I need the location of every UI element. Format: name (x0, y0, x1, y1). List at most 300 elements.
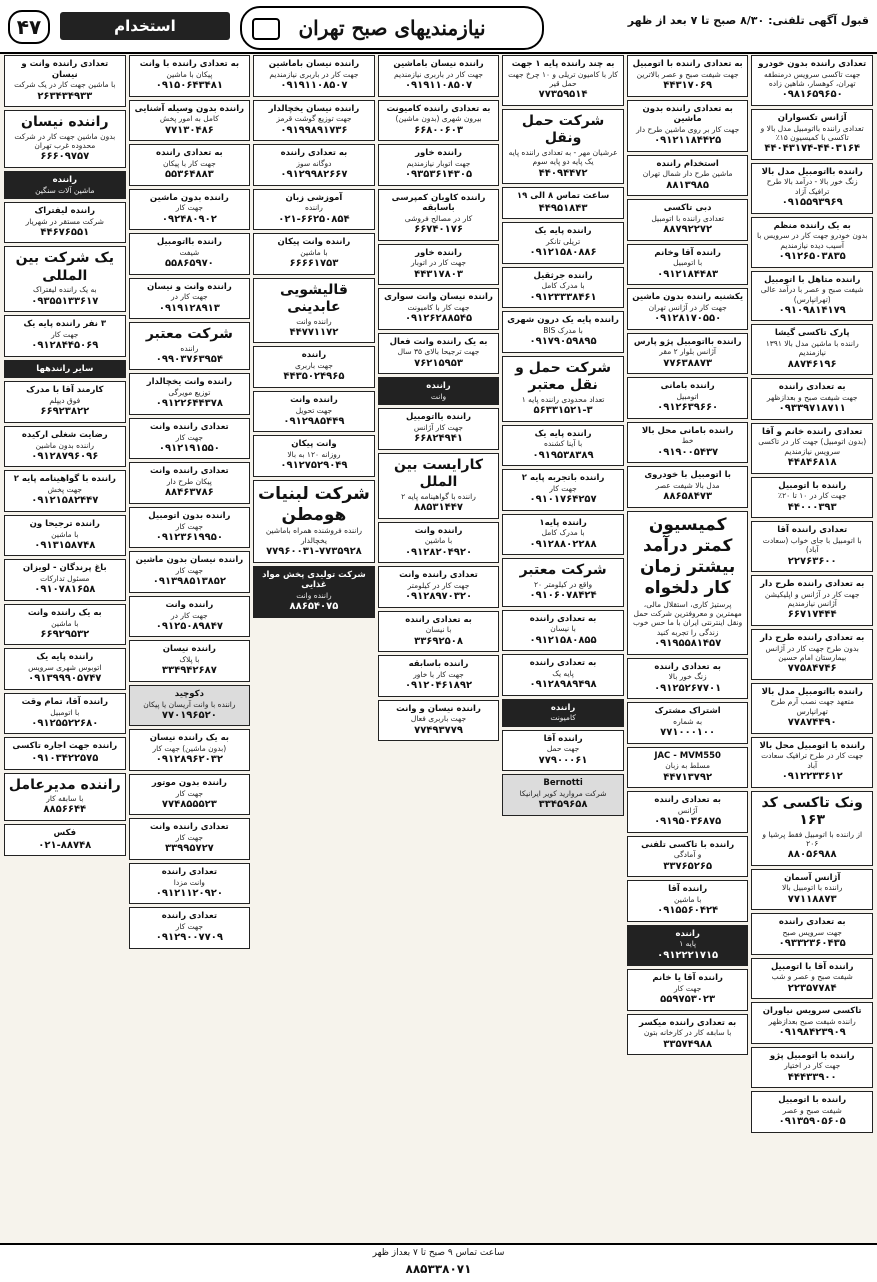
footer-hours: ساعت تماس ۹ صبح تا ۷ بعداز ظهر (372, 1248, 505, 1258)
ad-phone: ۰۹۱۲۹۸۵۴۴۹ (283, 415, 345, 427)
ad-title: راننده بامانی (660, 381, 715, 392)
ad-phone: ۵۵۹۷۵۳۰۲۳ (660, 994, 716, 1006)
ad-body: متعهد جهت نصب آرم طرح تهرانپارس (770, 697, 854, 716)
ad-body: جهت کار (549, 483, 577, 493)
ad-body: جهت کار بر روی ماشین طرح دار (636, 124, 740, 134)
ad-phone: ۷۷۱۳۰۴۸۶ (164, 124, 214, 136)
ad-body: با آینا کشنده (543, 439, 583, 449)
ad-phone: ۶۶۸۰۰۶۰۳ (414, 124, 463, 136)
ad-body: جهت کار در آژانس و اپلیکیشن آژانس نیازمندیم (764, 589, 860, 608)
ad-body: جهت کار (175, 203, 204, 213)
ad-phone: ۰۹۲۴۸۰۹۰۲ (161, 213, 217, 225)
ad-phone: ۷۷۸۷۴۴۹۰ (787, 717, 837, 729)
ad-phone: ۸۸۷۴۶۱۹۶ (787, 358, 837, 370)
classified-ad (129, 144, 251, 186)
ad-title: به تعدادی راننده (778, 917, 846, 928)
ad-phone: ۰۹۳۵۳۶۱۴۳۰۵ (404, 169, 473, 180)
ad-phone: ۰۹۱۵۵۹۳۹۶۹ (781, 197, 843, 209)
ad-title: اشتراک مشترک (654, 706, 721, 717)
ad-title: به تعدادی راننده (156, 148, 223, 158)
ad-body: کار در مصالح فروشی (404, 213, 473, 223)
ad-phone: ۴۴۶۷۶۵۵۱ (40, 226, 90, 238)
ad-body: پرستیژ کاری، استقلال مالی، مهمترین و معروفترین شرکت حمل ونقل اینترنتی ایران با ما حس خوب زندگی را تجربه کنید (633, 599, 743, 637)
ad-phone: ۰۹۱۲۲۳۳۶۱۲ (781, 771, 843, 782)
classified-ad (378, 189, 500, 241)
page-footer (0, 1243, 877, 1282)
ad-phone: ۰۹۸۱۶۵۹۶۵۰ (781, 89, 843, 101)
classified-ad (751, 521, 873, 572)
ad-body: زنگ خور بالا (668, 672, 707, 682)
ad-body: پیکان با ماشین (166, 69, 213, 79)
ad-title: تعدادی راننده (161, 866, 218, 877)
classified-ad (129, 863, 251, 905)
ad-title: راننده آقا (543, 733, 583, 744)
ad-phone: ۰۹۱۰۷۸۱۶۵۸ (34, 584, 96, 596)
ad-title: راننده بااتومبیل پژو پارس (633, 336, 742, 347)
classified-ad (378, 566, 500, 608)
ad-body: شیفت صبح و عصر با درآمد عالی (تهرانپارس) (760, 285, 864, 304)
classified-ad (4, 515, 126, 557)
ad-phone: ۶۶۶۰۹۷۵۷ (40, 151, 90, 163)
classified-ad (378, 522, 500, 564)
classified-ad (4, 110, 126, 168)
classified-ad (129, 774, 251, 816)
ad-phone: ۴۴۷۷۱۱۷۲ (289, 326, 339, 338)
classified-ad (751, 683, 873, 734)
ad-body: توزیع مویرگی (168, 388, 211, 397)
ad-body: وانت مزدا (173, 877, 205, 887)
classified-ad (253, 391, 375, 433)
classified-ad (253, 346, 375, 388)
ad-phone: ۰۹۱۲۹۰۰۷۷۰۹ (155, 932, 223, 944)
ad-phone: ۰۹۱۲۸۹۶۲۰۳۲ (155, 754, 223, 766)
ad-phone: ۰۹۳۳۹۷۱۸۷۱۱ (778, 403, 846, 415)
ad-title: راننده (426, 381, 451, 392)
ad-title: راننده با تاکسی تلفنی (641, 839, 735, 850)
ad-body: ماشین طرح دار شمال تهران (642, 169, 733, 179)
ad-phone: ۶۶۹۲۹۵۳۲ (40, 628, 90, 640)
ad-body: دوگانه سوز (296, 158, 332, 168)
ad-title: راننده بااتومبیل (156, 237, 222, 247)
ad-body: شرکت مروارید کویر ایرانیکا (519, 788, 607, 798)
ad-phone: ۰۹۱۰۶۰۷۸۴۲۴ (529, 590, 597, 601)
classified-ad (129, 418, 251, 460)
ad-phone: ۴۴۹۵۱۸۴۳ (538, 202, 588, 214)
ad-body: راننده با وانت آریسان یا پیکان (143, 699, 236, 709)
ad-phone: ۰۹۱۲۱۱۸۴۴۲۵ (654, 135, 722, 147)
ad-title: راننده باتجربه پایه ۲ (521, 473, 605, 484)
classified-ad (129, 100, 251, 142)
ad-body: بیرون شهری (بدون ماشین) (395, 114, 482, 124)
ad-phone: ۰۹۱۲۲۶۴۴۳۷۸ (155, 398, 223, 410)
classified-ad (378, 244, 500, 286)
ad-phone: ۰۹۱۲۰۴۶۱۸۹۲ (404, 680, 473, 691)
ad-body: جهت شیفت صبح و بعدازظهر (766, 392, 858, 402)
ad-body: به شماره (673, 716, 703, 726)
ad-phone: ۰۹۱۹۱۲۸۹۱۳ (158, 302, 220, 314)
ad-body: با ماشین (424, 536, 453, 546)
classified-ad (4, 470, 126, 512)
ad-title: دبی تاکسی (663, 203, 712, 214)
ad-phone: ۰۹۱۲۸۴۴۵۰۶۹ (31, 340, 99, 352)
ad-phone: ۰۹۱۲۹۹۸۲۶۶۷ (280, 169, 348, 180)
ad-title: راننده وانت پیکان (277, 237, 351, 247)
classified-ad (627, 333, 749, 375)
ad-phone: ۰۹۱۳۱۵۸۷۴۸ (34, 539, 96, 551)
ad-body: با ماشین جهت کار در یک شرکت (14, 80, 116, 90)
ad-title: یک شرکت بین المللی (15, 250, 114, 284)
ad-phone: ۸۸۵۳۱۴۴۷ (414, 502, 463, 513)
ad-body: جهت کار (175, 566, 204, 575)
ad-body: راننده فروشنده همراه باماشین یخچالدار (265, 526, 363, 545)
classified-ad (627, 511, 749, 655)
ad-phone: ۰۹۱۲۸۹۸۹۴۹۸ (529, 679, 597, 690)
ad-title: به تعدادی راننده کامیونت (386, 103, 491, 114)
ad-title: راننده نیسان یخچالدار (268, 103, 360, 114)
ad-phone: ۸۸۰۵۶۹۸۸ (787, 849, 837, 861)
ad-phone: ۵۵۳۶۴۸۸۳ (164, 169, 214, 180)
ad-phone: ۷۷۴۸۵۵۵۲۳ (161, 798, 217, 810)
ad-phone: ۰۹۳۳۲۳۶۰۴۳۵ (778, 938, 846, 950)
ad-body: واقع در کیلومتر ۲۰ (534, 579, 593, 589)
ad-body: جهت باربری فعال (410, 714, 467, 724)
ad-phone: ۰۲۱-۸۸۷۴۸ (38, 839, 92, 851)
classified-ad (502, 267, 624, 309)
ad-body: پایه ۱ (679, 939, 697, 949)
classified-ad (751, 163, 873, 214)
ad-phone: ۰۹۱۲۳۶۱۹۹۵۰ (155, 531, 223, 543)
ad-body: جهت توزیع گوشت قرمز (276, 114, 352, 124)
newspaper-logo (240, 6, 544, 50)
ad-title: راننده آقا یا خانم (652, 973, 723, 984)
classified-ad (253, 55, 375, 97)
classified-ad (751, 271, 873, 322)
ad-phone: ۰۹۱۹۵۵۸۱۴۵۷ (654, 638, 722, 650)
ad-title: تعدادی راننده آقا (777, 525, 848, 536)
ad-title: تعدادی راننده وانت (150, 466, 229, 477)
ad-title: به چند راننده پایه ۱ جهت (511, 59, 615, 69)
classified-ad (751, 958, 873, 1000)
classified-ad (4, 693, 126, 735)
ad-phone: ۰۹۱۵۵۶۰۴۲۴ (657, 905, 719, 917)
classified-ad (627, 377, 749, 419)
ad-body: جهت کار آژانس (413, 422, 464, 432)
ad-title: به تعدادی راننده طرح دار (760, 579, 865, 589)
ad-phone: ۰۹۱۲۵۲۶۷۷۰۱ (654, 682, 722, 694)
classified-ad (129, 55, 251, 97)
ad-title: راننده بدون اتومبیل (148, 510, 231, 521)
ad-title: به تعدادی راننده (778, 382, 846, 393)
classified-ad (627, 100, 749, 152)
classified-ad (253, 100, 375, 142)
ad-body: بدون طرح جهت کار در آژانس بیمارستان امام حسین (765, 643, 859, 662)
ad-body: مسلط به زبان (665, 761, 710, 771)
ad-title: راننده با اتومبیل (778, 480, 847, 491)
ad-phone: ۶۶۷۱۷۴۴۴ (787, 609, 837, 621)
classified-ad (129, 596, 251, 638)
classified-ad (502, 109, 624, 184)
ad-title: راننده پایه یک (36, 652, 94, 663)
ad-title: راننده مدیرعامل (8, 776, 121, 793)
ad-title: شرکت لبنیات هومطن (258, 483, 370, 526)
ad-body: به یک راننده لیفتراک (33, 285, 97, 295)
ad-phone: ۸۸۷۹۲۲۷۲ (663, 224, 713, 236)
ad-title: به تعدادی راننده (654, 661, 721, 672)
ad-body: ماشین آلات سنگین (35, 185, 95, 195)
ad-body: جهت کار (175, 922, 204, 931)
classified-ad (751, 737, 873, 788)
classified-ad (502, 558, 624, 606)
ad-title: راننده پایه۱ (539, 517, 587, 528)
ad-phone: ۰۹۱۷۹۰۵۹۸۹۵ (529, 336, 597, 348)
classified-ad (627, 422, 749, 464)
ad-title: به تعدادی راننده (654, 795, 721, 806)
ad-phone: ۰۹۱۲۶۵۰۳۸۳۵ (778, 251, 846, 262)
ad-title: راننده خاور (415, 148, 462, 158)
classified-ad (129, 462, 251, 504)
ad-title: راننده (675, 928, 700, 939)
ad-body: راننده با ماشین مدل بالا ۱۳۹۱ نیازمندیم (765, 339, 859, 358)
ad-phone: ۰۹۱۳۵۹۰۵۶۰۵ (778, 1116, 846, 1128)
ad-title: به تعدادی راننده (529, 658, 597, 668)
ad-title: راننده بدون وسیله آشنایی (134, 103, 245, 114)
ad-title: پارک تاکسی گیشا (774, 328, 850, 339)
classified-ad (502, 610, 624, 652)
ad-phone: ۰۹۱۲۲۲۱۷۱۵ (657, 949, 719, 961)
ad-title: راننده بدون ماشین (149, 192, 229, 203)
ad-title: تعدادی راننده وانت (150, 822, 229, 833)
ad-title: تعدادی راننده وانت و نیسان (21, 59, 109, 80)
ad-title: راننده آقا، تمام وقت (21, 696, 108, 707)
ad-phone: ۳۳۴۵۹۶۵۸ (538, 799, 588, 810)
ad-phone: ۷۷۶۳۸۸۷۳ (663, 357, 713, 369)
ad-phone: ۰۹۱۲۱۹۱۵۵۰ (158, 442, 220, 454)
ad-body: جهت ترجیحا بالای ۳۵ سال (397, 347, 480, 357)
classified-ad (4, 773, 126, 821)
ad-body: با ماشین (300, 247, 328, 257)
ad-phone: ۳۳۶۹۲۵۰۸ (414, 635, 463, 647)
ad-body: با سابقه کار در کارخانه بتون (643, 1028, 732, 1038)
classified-ad (627, 969, 749, 1011)
ad-column (751, 55, 873, 1240)
ad-phone: ۲۶۳۴۳۴۹۳۳ (37, 90, 93, 102)
ad-title: دکوچید (174, 688, 204, 699)
classified-ad (627, 1014, 749, 1056)
ad-phone: ۰۹۱۲۶۳۹۶۶۰ (657, 402, 719, 414)
ad-title: راننده بدون موتور (151, 777, 227, 788)
ad-title: به تعدادی راننده (280, 148, 348, 158)
ad-title: وانت پیکان (291, 439, 337, 450)
ad-title: به یک راننده منظم (773, 220, 851, 231)
classified-ad (129, 640, 251, 682)
ad-phone: ۲۲۷۶۳۶۰۰ (787, 555, 837, 567)
classified-ad (129, 189, 251, 231)
section-title: استخدام (60, 12, 230, 40)
ad-phone: ۰۹۱۹۱۱۰۸۵۰۷ (280, 80, 348, 91)
classified-ad (378, 655, 500, 697)
ad-title: راننده وانت و نیسان (147, 281, 232, 292)
classified-ad (253, 278, 375, 344)
ad-body: با اتومبیل با جای خواب (سعادت آباد) (762, 535, 862, 555)
ad-body: جهت شیفت صبح و عصر بالاترین (636, 69, 739, 79)
ad-phone: ۰۹۹۰۳۷۶۳۹۵۴ (155, 353, 223, 365)
ad-body: بدون ماشین جهت کار در شرکت محدوده غرب تهران (14, 131, 116, 150)
ad-title: راننده با گواهینامه پایه ۲ (13, 474, 116, 485)
ad-body: فوق دیپلم (49, 396, 81, 405)
ad-title: رضایت شغلی ارکیده (21, 429, 108, 440)
ad-phone: ۰۹۱۹۰۰۵۴۳۷ (657, 446, 719, 458)
ad-body: بدون خودرو جهت کار در سرویس با آسیب دیده نیازمندیم (756, 231, 868, 250)
ad-title: راننده (301, 350, 327, 361)
ad-phone: ۰۲۱-۶۶۲۵۰۸۵۴ (278, 213, 350, 225)
ad-title: کمیسیون کمتر درآمد بیشتر زمان کار دلخواه (640, 514, 736, 599)
ad-phone: ۶۶۶۶۱۷۵۳ (289, 258, 339, 269)
ad-title: راننده با اتومبیل پژو (769, 1050, 855, 1061)
ad-phone: ۵۶۳۳۱۵۲۱-۳ (533, 405, 593, 417)
ad-column (4, 55, 126, 1240)
ad-body: تعداد محدودی راننده پایه ۱ (521, 394, 605, 404)
classified-ad (751, 324, 873, 375)
classified-ad (751, 477, 873, 519)
ad-phone: ۰۹۱۲۶۲۸۸۵۴۵ (404, 313, 473, 325)
ad-phone: ۳۳۵۷۴۹۸۸ (663, 1038, 713, 1050)
classified-ad (378, 288, 500, 330)
classified-ad (502, 514, 624, 556)
classified-ad (129, 907, 251, 949)
ad-title: راننده نیسان وانت سواری (384, 292, 493, 303)
ad-title: سایر رانندهها (36, 363, 94, 374)
classified-ad (378, 55, 500, 97)
ad-title: راننده پایه یک (534, 226, 592, 237)
classified-ad (378, 453, 500, 519)
classified-ad (378, 144, 500, 186)
classified-ad (4, 55, 126, 107)
classified-ad (751, 423, 873, 474)
ad-title: کارایست بین الملل (393, 456, 484, 491)
ad-body: آژانس (677, 805, 698, 815)
ad-phone: ۸۸۶۵۸۴۷۳ (663, 491, 713, 503)
classified-ad (4, 737, 126, 769)
ad-body: تریلی تانکر (545, 236, 581, 246)
ad-phone: ۰۹۱۲۸۲۰۴۹۲۰ (404, 546, 473, 558)
ad-body: کامیونت (550, 713, 576, 723)
ad-phone: ۸۸۱۳۹۸۵ (666, 179, 710, 191)
ad-title: به تعدادی راننده (405, 614, 472, 625)
ad-body: با سابقه کار (46, 794, 84, 803)
classified-ad (502, 187, 624, 219)
ad-title: به تعدادی راننده با اتومبیل (632, 59, 743, 69)
ad-phone: ۳۳۹۹۵۷۲۷ (164, 843, 214, 855)
ad-phone: ۴۴۷۱۳۷۹۲ (663, 771, 713, 783)
ad-phone: ۲۲۳۵۷۷۸۴ (787, 982, 837, 994)
classified-ad (627, 747, 749, 789)
handshake-icon (252, 18, 280, 40)
ad-title: استخدام راننده (656, 158, 719, 169)
ad-title: با اتومبیل با خودروی (644, 470, 731, 481)
ad-phone: ۶۶۸۲۴۹۴۱ (414, 433, 463, 445)
classified-ad (502, 699, 624, 727)
classified-ad (253, 144, 375, 186)
ad-body: با پلاک (179, 655, 200, 664)
classified-ad (751, 109, 873, 160)
ad-title: راننده بامانی محل بالا (641, 425, 734, 436)
ad-title: شرکت معتبر (145, 326, 233, 342)
ad-phone: ۷۷۹۶۰۰۳۱-۷۷۳۵۹۲۸ (266, 546, 362, 558)
ad-phone: ۷۷۵۸۴۷۴۶ (787, 663, 837, 675)
ad-body: جهت باربری (294, 361, 333, 370)
ad-phone: ۳۳۷۶۵۲۶۵ (663, 860, 713, 872)
classified-ad (4, 202, 126, 244)
ad-title: راننده آقا (668, 884, 708, 895)
classified-ad (4, 604, 126, 646)
ad-title: راننده آقا وخانم (654, 247, 721, 258)
ad-body: جهت کار در (171, 292, 208, 302)
ad-title: راننده جهت اجاره تاکسی (12, 741, 118, 752)
ad-body: روزانه ۱۲۰ به بالا (287, 450, 341, 459)
classified-ad (751, 1002, 873, 1044)
ad-title: راننده (52, 174, 77, 185)
ad-phone: ۰۹۱۹۹۸۹۱۷۳۶ (280, 124, 348, 136)
ad-title: راننده با اتومبیل محل بالا (759, 740, 865, 751)
ad-body: با نیسان (550, 624, 576, 634)
ad-title: به تعدادی راننده بدون ماشین (642, 103, 733, 125)
ad-body: جهت کار با خاور (413, 669, 464, 679)
classified-ad (502, 774, 624, 816)
ad-body: و آمادگی (673, 850, 702, 860)
ad-title: راننده وانت یخچالدار (146, 377, 232, 388)
ad-phone: ۷۷۰۱۹۶۵۲۰ (161, 709, 217, 721)
ad-title: آموزشی زبان (285, 192, 343, 203)
ad-phone: ۴۴۴۳۳۹۰۰ (787, 1071, 837, 1083)
ad-phone: ۰۹۱۰۹۸۱۴۱۷۹ (778, 304, 846, 316)
ad-title: قالیشویی عابدینی (280, 281, 348, 315)
ad-phone: ۷۷۱۰۰۰۱۰۰ (660, 727, 716, 739)
ad-body: جهت کار (673, 983, 702, 993)
ad-body: شیفت (179, 247, 200, 257)
ad-phone: ۴۴۰۴۳۱۷۴-۴۴۰۳۱۶۴ (764, 143, 861, 155)
ad-body: راننده وانت (296, 316, 332, 326)
ad-title: راننده بااتومبیل (406, 412, 471, 423)
ad-body: جهت کار (51, 329, 79, 339)
ad-body: با ماشین (51, 529, 79, 539)
classified-ad (627, 880, 749, 922)
classified-ad (378, 100, 500, 142)
classified-ad (627, 702, 749, 744)
ad-title: به تعدادی راننده با وانت (139, 59, 240, 69)
ad-title: به یک راننده وانت (27, 607, 102, 618)
ad-phone: ۰۹۱۲۸۷۹۶۰۹۶ (31, 450, 99, 462)
ad-body: جهت کار در اتوبار (410, 258, 467, 268)
footer-phone: ۸۸۵۳۳۸۰۷۱ (405, 1262, 472, 1276)
ad-hours: قبول آگهی تلفنی: ۸/۳۰ صبح تا ۷ بعد از ظهر (627, 14, 869, 27)
ad-body: پایه یک (552, 668, 574, 678)
ad-phone: ۰۹۱۲۸۸۰۲۲۸۸ (529, 538, 597, 550)
ad-body: جهت کار با کامیونت (407, 302, 470, 312)
ad-body: از راننده با اتومبیل فقط پرشیا و ۲۰۶ (762, 829, 863, 848)
ad-phone: ۴۴۰۰۰۳۹۳ (787, 501, 837, 513)
classified-ad (129, 373, 251, 415)
ad-body: راننده با گواهینامه پایه ۲ (401, 491, 476, 501)
ad-title: راننده لیفتراک (34, 205, 96, 216)
ad-phone: ۴۴۳۱۷۸۰۳ (414, 268, 463, 280)
classified-ad (129, 233, 251, 275)
ad-body: کار با کامیون تریلی و ۱۰ چرخ جهت حمل قیر (508, 69, 619, 88)
classified-ad (627, 288, 749, 330)
classified-ad (751, 378, 873, 420)
ad-title: راننده وانت (414, 525, 463, 536)
page-number: ۴۷ (8, 10, 50, 44)
ad-body: جهت کار در آژانس تهران (648, 302, 727, 312)
